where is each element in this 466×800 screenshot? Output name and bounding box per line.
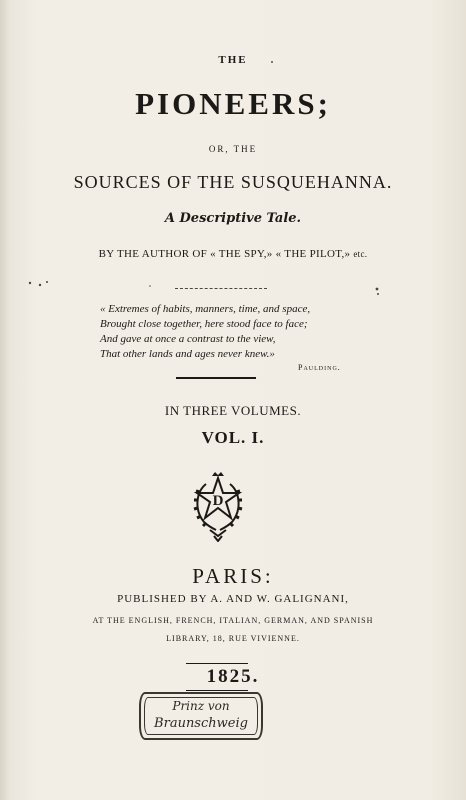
epigraph-attribution: Paulding. [298,363,341,372]
epigraph-line: That other lands and ages never knew.» [100,348,275,360]
ownership-stamp [139,692,263,740]
dashed-divider [175,288,267,289]
imprint-address: LIBRARY, 18, RUE VIVIENNE. [166,634,300,643]
book-subtitle: SOURCES OF THE SUSQUEHANNA. [73,172,393,192]
imprint-languages: AT THE ENGLISH, FRENCH, ITALIAN, GERMAN, AND SPANISH [92,616,374,625]
author-etc: etc. [353,249,368,259]
stamp-line-1: Prinz von [172,699,230,713]
epigraph [100,302,370,362]
imprint-publisher: PUBLISHED BY A. AND W. GALIGNANI, [117,593,349,605]
book-title: PIONEERS; [135,86,331,121]
volume-number: VOL. I. [201,428,265,447]
star-wreath-emblem-icon [188,470,248,542]
emblem-letter: D [212,493,224,509]
author-text: BY THE AUTHOR OF « THE SPY,» « THE PILOT,» [98,248,351,260]
imprint-year: 1825. [206,666,260,687]
solid-divider [176,377,256,379]
epigraph-line: « Extremes of habits, manners, time, and space, [100,303,311,315]
year-rule-bottom [186,690,248,691]
year-rule-top [186,663,248,664]
genre-description: A Descriptive Tale. [164,211,302,226]
title-conjunction: OR, THE [208,144,258,154]
stamp-line-2: Braunschweig [154,716,248,731]
imprint-city: PARIS: [192,564,274,588]
author-line [0,248,466,260]
volume-count: IN THREE VOLUMES. [164,403,302,418]
epigraph-line: Brought close together, here stood face to face; [100,318,308,330]
title-article: THE [218,54,248,66]
epigraph-line: And gave at once a contrast to the view, [100,333,276,345]
